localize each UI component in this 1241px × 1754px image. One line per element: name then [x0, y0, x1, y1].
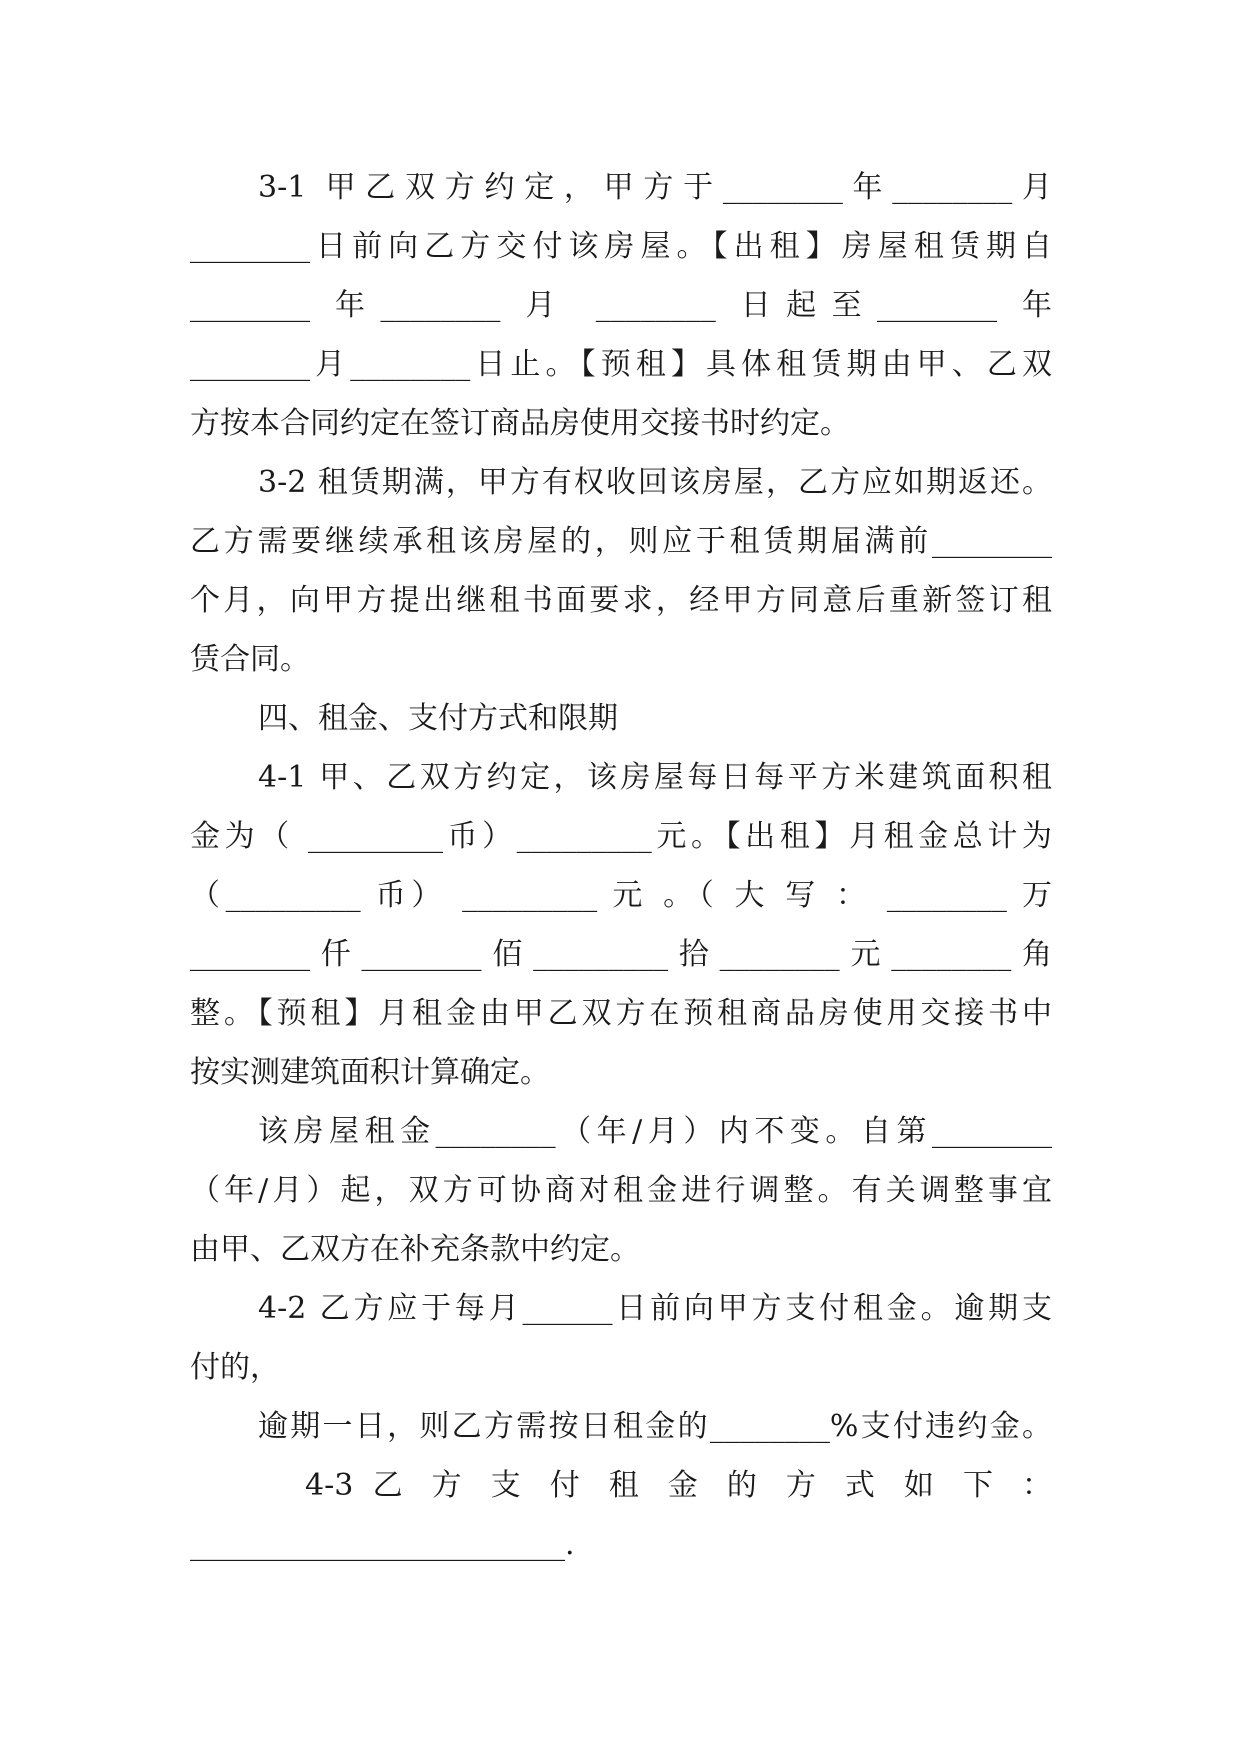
- clause-4-1-line-1: 4-1 甲、乙双方约定，该房屋每日每平方米建筑面积租: [258, 760, 1052, 795]
- clause-3-2-line-4: 赁合同。: [190, 642, 310, 677]
- clause-4-3-line-1: 4-3 乙 方 支 付 租 金 的 方 式 如 下 ：: [305, 1468, 1052, 1503]
- clause-3-2-line-3: 个月，向甲方提出继租书面要求，经甲方同意后重新签订租: [190, 583, 1052, 618]
- clause-3-1-line-1: 3-1 甲乙双方约定，甲方于________年________月: [258, 170, 1052, 205]
- clause-4-1-line-4: ________仟________佰_________拾________元________角: [190, 937, 1052, 972]
- rent-paragraph-line-2: （年/月）起，双方可协商对租金进行调整。有关调整事宜: [190, 1173, 1052, 1208]
- clause-3-2-line-2: 乙方需要继续承租该房屋的，则应于租赁期届满前________: [190, 524, 1052, 559]
- clause-4-2-line-1: 4-2 乙方应于每月______日前向甲方支付租金。逾期支: [258, 1291, 1052, 1326]
- clause-4-2-line-2: 付的，: [190, 1350, 280, 1385]
- clause-4-1-line-2: 金为（ _________币）_________元。【出租】月租金总计为: [190, 819, 1052, 854]
- clause-3-1-line-3: ________ 年________ 月 ________ 日起至________ 年: [190, 288, 1052, 323]
- clause-4-1-line-3: （_________ 币） _________ 元 。（ 大 写 ： ________ 万: [190, 878, 1052, 913]
- clause-4-1-line-5: 整。【预租】月租金由甲乙双方在预租商品房使用交接书中: [190, 996, 1052, 1031]
- section-heading: 四、租金、支付方式和限期: [258, 701, 618, 736]
- penalty-line: 逾期一日，则乙方需按日租金的________%支付违约金。: [258, 1409, 1052, 1444]
- rent-paragraph-line-3: 由甲、乙双方在补充条款中约定。: [190, 1232, 640, 1267]
- clause-3-1-line-4: ________月________日止。【预租】具体租赁期由甲、乙双: [190, 347, 1052, 382]
- clause-3-2-line-1: 3-2 租赁期满，甲方有权收回该房屋，乙方应如期返还。: [258, 465, 1052, 500]
- clause-3-1-line-5: 方按本合同约定在签订商品房使用交接书时约定。: [190, 406, 850, 441]
- clause-3-1-line-2: ________日前向乙方交付该房屋。【出租】房屋租赁期自: [190, 229, 1052, 264]
- clause-4-1-line-6: 按实测建筑面积计算确定。: [190, 1055, 550, 1090]
- clause-4-3-line-2: _________________________.: [190, 1527, 575, 1562]
- rent-paragraph-line-1: 该房屋租金________（年/月）内不变。自第________: [258, 1114, 1052, 1149]
